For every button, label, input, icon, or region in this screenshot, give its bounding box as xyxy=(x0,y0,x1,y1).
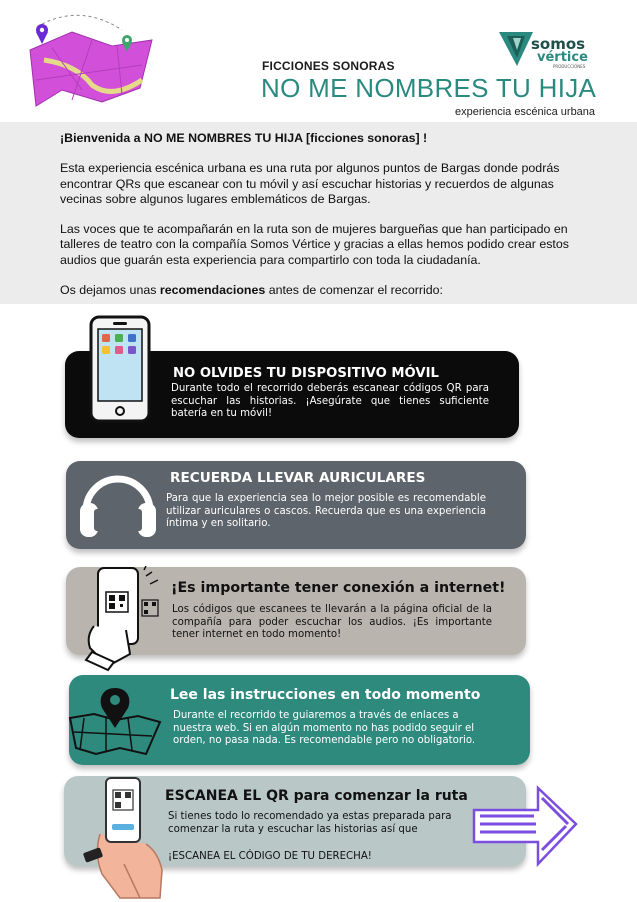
page-subtitle: experiencia escénica urbana xyxy=(455,106,596,118)
scan-cta: ¡ESCANEA EL CÓDIGO DE TU DERECHA! xyxy=(168,851,372,862)
header xyxy=(0,0,637,122)
card-text: Durante el recorrido te guiaremos a través de enlaces a nuestra web. Si en algún momento no has podido seguir el orden, no pasa nada. Es recomendable pero no obligatorio. xyxy=(173,710,476,747)
brand-tagline: PRODUCCIONES xyxy=(553,64,586,69)
card-title: RECUERDA LLEVAR AURICULARES xyxy=(170,470,426,486)
card-title: Lee las instrucciones en todo momento xyxy=(170,687,481,703)
scan-phone-icon xyxy=(80,774,180,900)
route-map-icon xyxy=(22,10,162,110)
kicker: FICCIONES SONORAS xyxy=(262,59,395,73)
card-text: Para que la experiencia sea lo mejor posible es recomendable utilizar auriculares o cascos. Recuerda que es una experiencia íntima y en solitario. xyxy=(166,493,486,530)
card-title: ESCANEA EL QR para comenzar la ruta xyxy=(165,788,468,804)
recommend-bold: recomendaciones xyxy=(159,283,266,298)
card-title: NO OLVIDES TU DISPOSITIVO MÓVIL xyxy=(173,366,439,381)
smartphone-icon xyxy=(89,315,151,423)
brand-name-bottom: vértice xyxy=(537,50,588,65)
recommend-after: antes de comenzar el recorrido: xyxy=(265,283,443,298)
arrow-right-icon xyxy=(470,784,580,870)
intro-recommendations xyxy=(60,283,577,298)
card-title: ¡Es importante tener conexión a internet! xyxy=(171,580,506,596)
somos-vertice-logo xyxy=(497,30,607,70)
card-text: Si tienes todo lo recomendado ya estas preparada para comenzar la ruta y escuchar las historias así que xyxy=(168,811,452,835)
recommend-before: Os dejamos unas xyxy=(60,283,160,298)
card-text: Durante todo el recorrido deberás escanear códigos QR para escuchar las historias. ¡Asegúrate que tienes suficiente batería en tu móvil! xyxy=(171,383,489,420)
card-text: Los códigos que escanees te llevarán a la página oficial de la compañía para poder escuchar los audios. ¡Es importante tener internet en todo momento! xyxy=(172,604,492,641)
map-pin-icon xyxy=(66,684,164,756)
hand-phone-qr-icon xyxy=(80,566,164,674)
page-title: NO ME NOMBRES TU HIJA xyxy=(261,73,597,103)
intro-section xyxy=(0,122,637,304)
intro-paragraph-1: Esta experiencia escénica urbana es una ruta por algunos puntos de Bargas donde podrás encontrar QRs que escanear con tu móvil y así escuchar historias y recuerdos de algunas vecinas sobre algunos lugares emblemáticos de Bargas. xyxy=(60,161,560,206)
headphones-icon xyxy=(76,459,160,543)
brand-name-top: somos xyxy=(531,35,586,53)
welcome-heading: ¡Bienvenida a NO ME NOMBRES TU HIJA [ficciones sonoras] ! xyxy=(60,131,428,145)
intro-paragraph-2: Las voces que te acompañarán en la ruta son de mujeres bargueñas que han participado en talleres de teatro con la compañía Somos Vértice y gracias a ellas hemos podido crear estos audios que guarán esta experiencia para compartirlo con toda la ciudadanía. xyxy=(60,222,569,267)
